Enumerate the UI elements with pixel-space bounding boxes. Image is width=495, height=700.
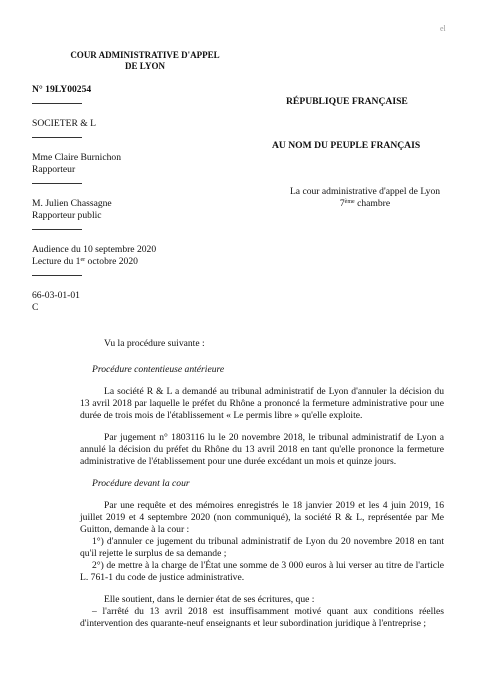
paragraph-judgment: Par jugement n° 1803116 lu le 20 novembre 2018, le tribunal administratif de Lyon a annulé la décision du préfet du Rhône du 13 avril 2018 en tant qu'elle prononce la fermeture administrative de l'établissement pour une durée excédant un mois et quinze jours. <box>80 432 444 467</box>
hearing-date: Audience du 10 septembre 2020 <box>32 244 157 255</box>
rapporteur-role: Rapporteur <box>32 164 76 175</box>
paragraph-request-item-1: 1°) d'annuler ce jugement du tribunal administratif de Lyon du 20 novembre 2018 en tant qu'il rejette le surplus de sa demande ; <box>80 536 444 559</box>
chamber-line1: La cour administrative d'appel de Lyon <box>289 186 441 197</box>
separator <box>32 137 82 138</box>
reading-date: Lecture du 1er octobre 2020 <box>32 256 138 267</box>
intro-line: Vu la procédure suivante : <box>104 338 205 349</box>
public-rapporteur-name: M. Julien Chassagne <box>32 198 112 209</box>
court-header <box>40 50 250 72</box>
name-of-people-heading: AU NOM DU PEUPLE FRANÇAIS <box>272 140 421 151</box>
classification-code: 66-03-01-01 <box>32 290 80 301</box>
separator <box>32 183 82 184</box>
rapporteur-name: Mme Claire Burnichon <box>32 152 121 163</box>
court-name-line2: DE LYON <box>125 61 165 71</box>
separator <box>32 103 82 104</box>
public-rapporteur-role: Rapporteur public <box>32 210 102 221</box>
paragraph-request-item-2: 2°) de mettre à la charge de l'État une somme de 3 000 euros à lui verser au titre de l'article L. 761-1 du code de justice administrative. <box>80 560 444 583</box>
chamber-line2: 7ème chambre <box>339 198 391 209</box>
separator <box>32 229 82 230</box>
paragraph-prior-request: La société R & L a demandé au tribunal administratif de Lyon d'annuler la décision du 13 avril 2018 par laquelle le préfet du Rhône a prononcé la fermeture administrative pour une durée de trois mois de l'établissement « Le permis libre » qu'elle exploite. <box>80 386 444 421</box>
section-heading-appeal: Procédure devant la cour <box>92 478 190 489</box>
section-heading-prior: Procédure contentieuse antérieure <box>92 364 225 375</box>
paragraph-arguments-intro: Elle soutient, dans le dernier état de ses écritures, que : <box>104 594 315 605</box>
paragraph-appeal-request: Par une requête et des mémoires enregistrés le 18 janvier 2019 et les 4 juin 2019, 16 juillet 2019 et 4 septembre 2020 (non communiqué), la société R & L, représentée par Me Guitton, demande à la cour : <box>80 500 444 535</box>
corner-mark: el <box>440 24 446 33</box>
republic-heading: RÉPUBLIQUE FRANÇAISE <box>286 96 408 107</box>
paragraph-argument-1: – l'arrêté du 13 avril 2018 est insuffisamment motivé quant aux conditions réelles d'intervention des quarante-neuf enseignants et leur subordination juridique à l'entreprise ; <box>80 606 444 629</box>
court-name-line1: COUR ADMINISTRATIVE D'APPEL <box>70 50 220 60</box>
chamber-block <box>270 186 460 210</box>
separator <box>32 275 82 276</box>
appellant-name: SOCIETER & L <box>32 118 96 129</box>
publication-letter: C <box>32 302 39 313</box>
case-number: N° 19LY00254 <box>32 84 92 95</box>
